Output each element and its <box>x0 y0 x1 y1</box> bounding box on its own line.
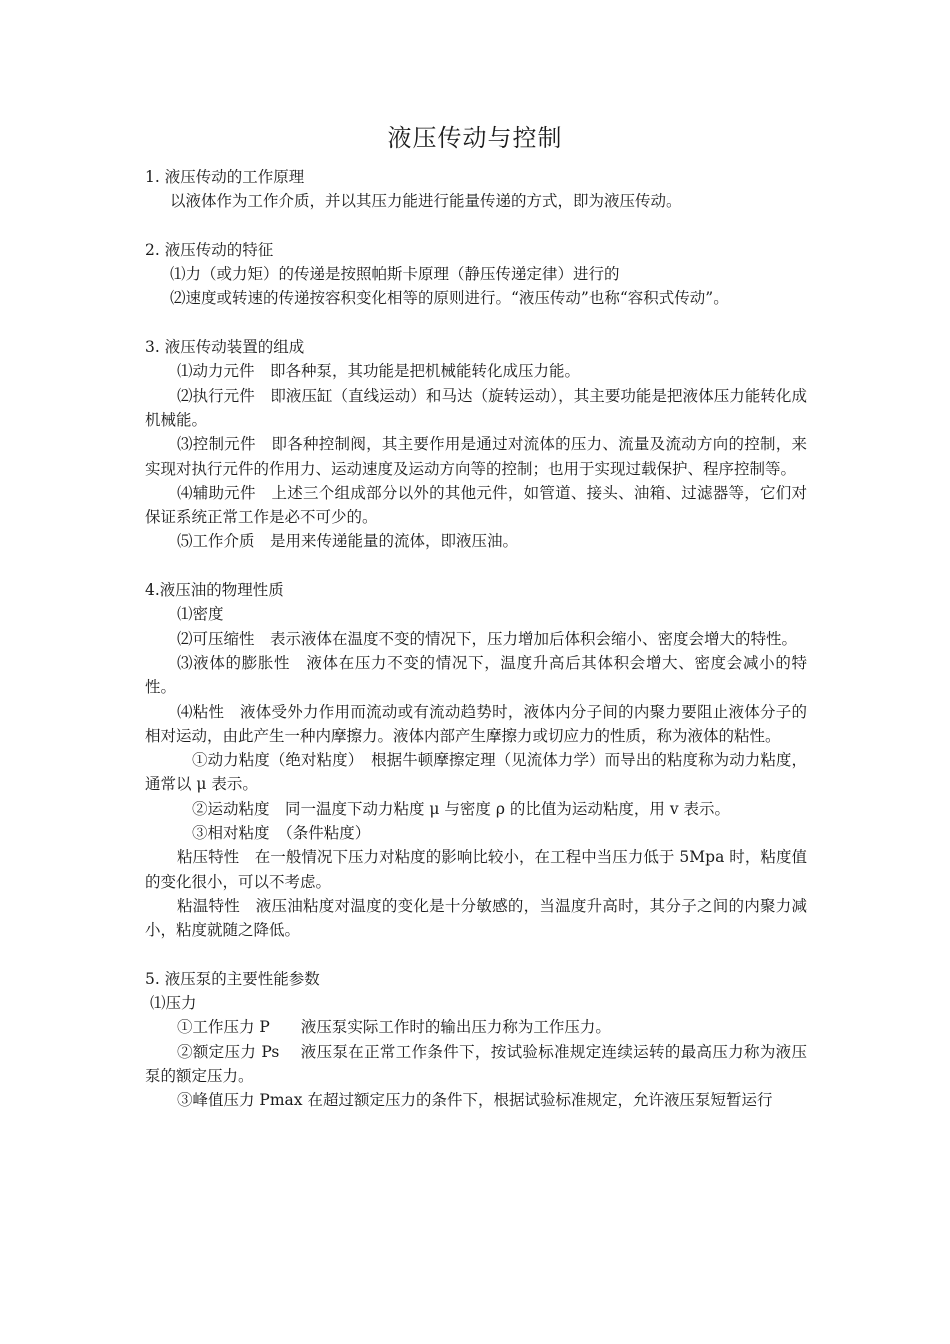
document-body <box>145 165 807 1113</box>
section-1-text: 以液体作为工作介质，并以其压力能进行能量传递的方式，即为液压传动。 <box>170 192 682 211</box>
section-5-item: ①工作压力 P 液压泵实际工作时的输出压力称为工作压力。 <box>177 1018 611 1037</box>
section-3-item: ⑸工作介质 是用来传递能量的流体，即液压油。 <box>177 532 519 551</box>
section-5-subheading: ⑴压力 <box>150 994 197 1013</box>
section-3-heading: 3. 液压传动装置的组成 <box>145 338 305 357</box>
viscosity-subitem: ②运动粘度 同一温度下动力粘度 μ 与密度 ρ 的比值为运动粘度，用 v 表示。 <box>192 799 731 818</box>
viscosity-subitem: ③相对粘度 （条件粘度） <box>192 824 371 843</box>
section-2-item: ⑵速度或转速的传递按容积变化相等的原则进行。“液压传动”也称“容积式传动”。 <box>170 289 729 308</box>
section-4-item: ⑴密度 <box>177 605 224 624</box>
section-2-item: ⑴力（或力矩）的传递是按照帕斯卡原理（静压传递定律）进行的 <box>170 265 620 284</box>
section-3-item: ⑵执行元件 即液压缸（直线运动）和马达（旋转运动），其主要功能是把液体压力能转化成机械能。 <box>145 386 807 429</box>
section-5-item: ②额定压力 Ps 液压泵在正常工作条件下，按试验标准规定连续运转的最高压力称为液压泵的额定压力。 <box>145 1042 807 1085</box>
document-title: 液压传动与控制 <box>387 124 563 152</box>
viscosity-note: 粘温特性 液压油粘度对温度的变化是十分敏感的，当温度升高时，其分子之间的内聚力减小，粘度就随之降低。 <box>145 896 807 940</box>
section-3-item: ⑶控制元件 即各种控制阀，其主要作用是通过对流体的压力、流量及流动方向的控制，来实现对执行元件的作用力、运动速度及运动方向等的控制；也用于实现过载保护、程序控制等。 <box>145 435 807 478</box>
section-4-item: ⑵可压缩性 表示液体在温度不变的情况下，压力增加后体积会缩小、密度会增大的特性。 <box>177 629 798 648</box>
section-3-item: ⑴动力元件 即各种泵，其功能是把机械能转化成压力能。 <box>177 362 581 381</box>
section-4-item: ⑶液体的膨胀性 液体在压力不变的情况下，温度升高后其体积会增大、密度会减小的特性。 <box>145 653 807 697</box>
section-5-heading: 5. 液压泵的主要性能参数 <box>145 969 320 988</box>
section-5-item: ③峰值压力 Pmax 在超过额定压力的条件下，根据试验标准规定，允许液压泵短暂运行 <box>177 1091 773 1110</box>
viscosity-note: 粘压特性 在一般情况下压力对粘度的影响比较小，在工程中当压力低于 5Mpa 时，粘度值的变化很小，可以不考虑。 <box>145 848 807 891</box>
section-3-item: ⑷辅助元件 上述三个组成部分以外的其他元件，如管道、接头、油箱、过滤器等，它们对保证系统正常工作是必不可少的。 <box>145 483 807 527</box>
section-1-heading: 1. 液压传动的工作原理 <box>145 168 305 186</box>
section-4-item: ⑷粘性 液体受外力作用而流动或有流动趋势时，液体内分子间的内聚力要阻止液体分子的相对运动，由此产生一种内摩擦力。液体内部产生摩擦力或切应力的性质，称为液体的粘性。 <box>145 702 807 745</box>
viscosity-subitem: ①动力粘度（绝对粘度） 根据牛顿摩擦定理（见流体力学）而导出的粘度称为动力粘度，通常以 μ 表示。 <box>145 751 807 794</box>
section-2-heading: 2. 液压传动的特征 <box>145 240 274 259</box>
section-4-heading: 4.液压油的物理性质 <box>145 581 284 600</box>
